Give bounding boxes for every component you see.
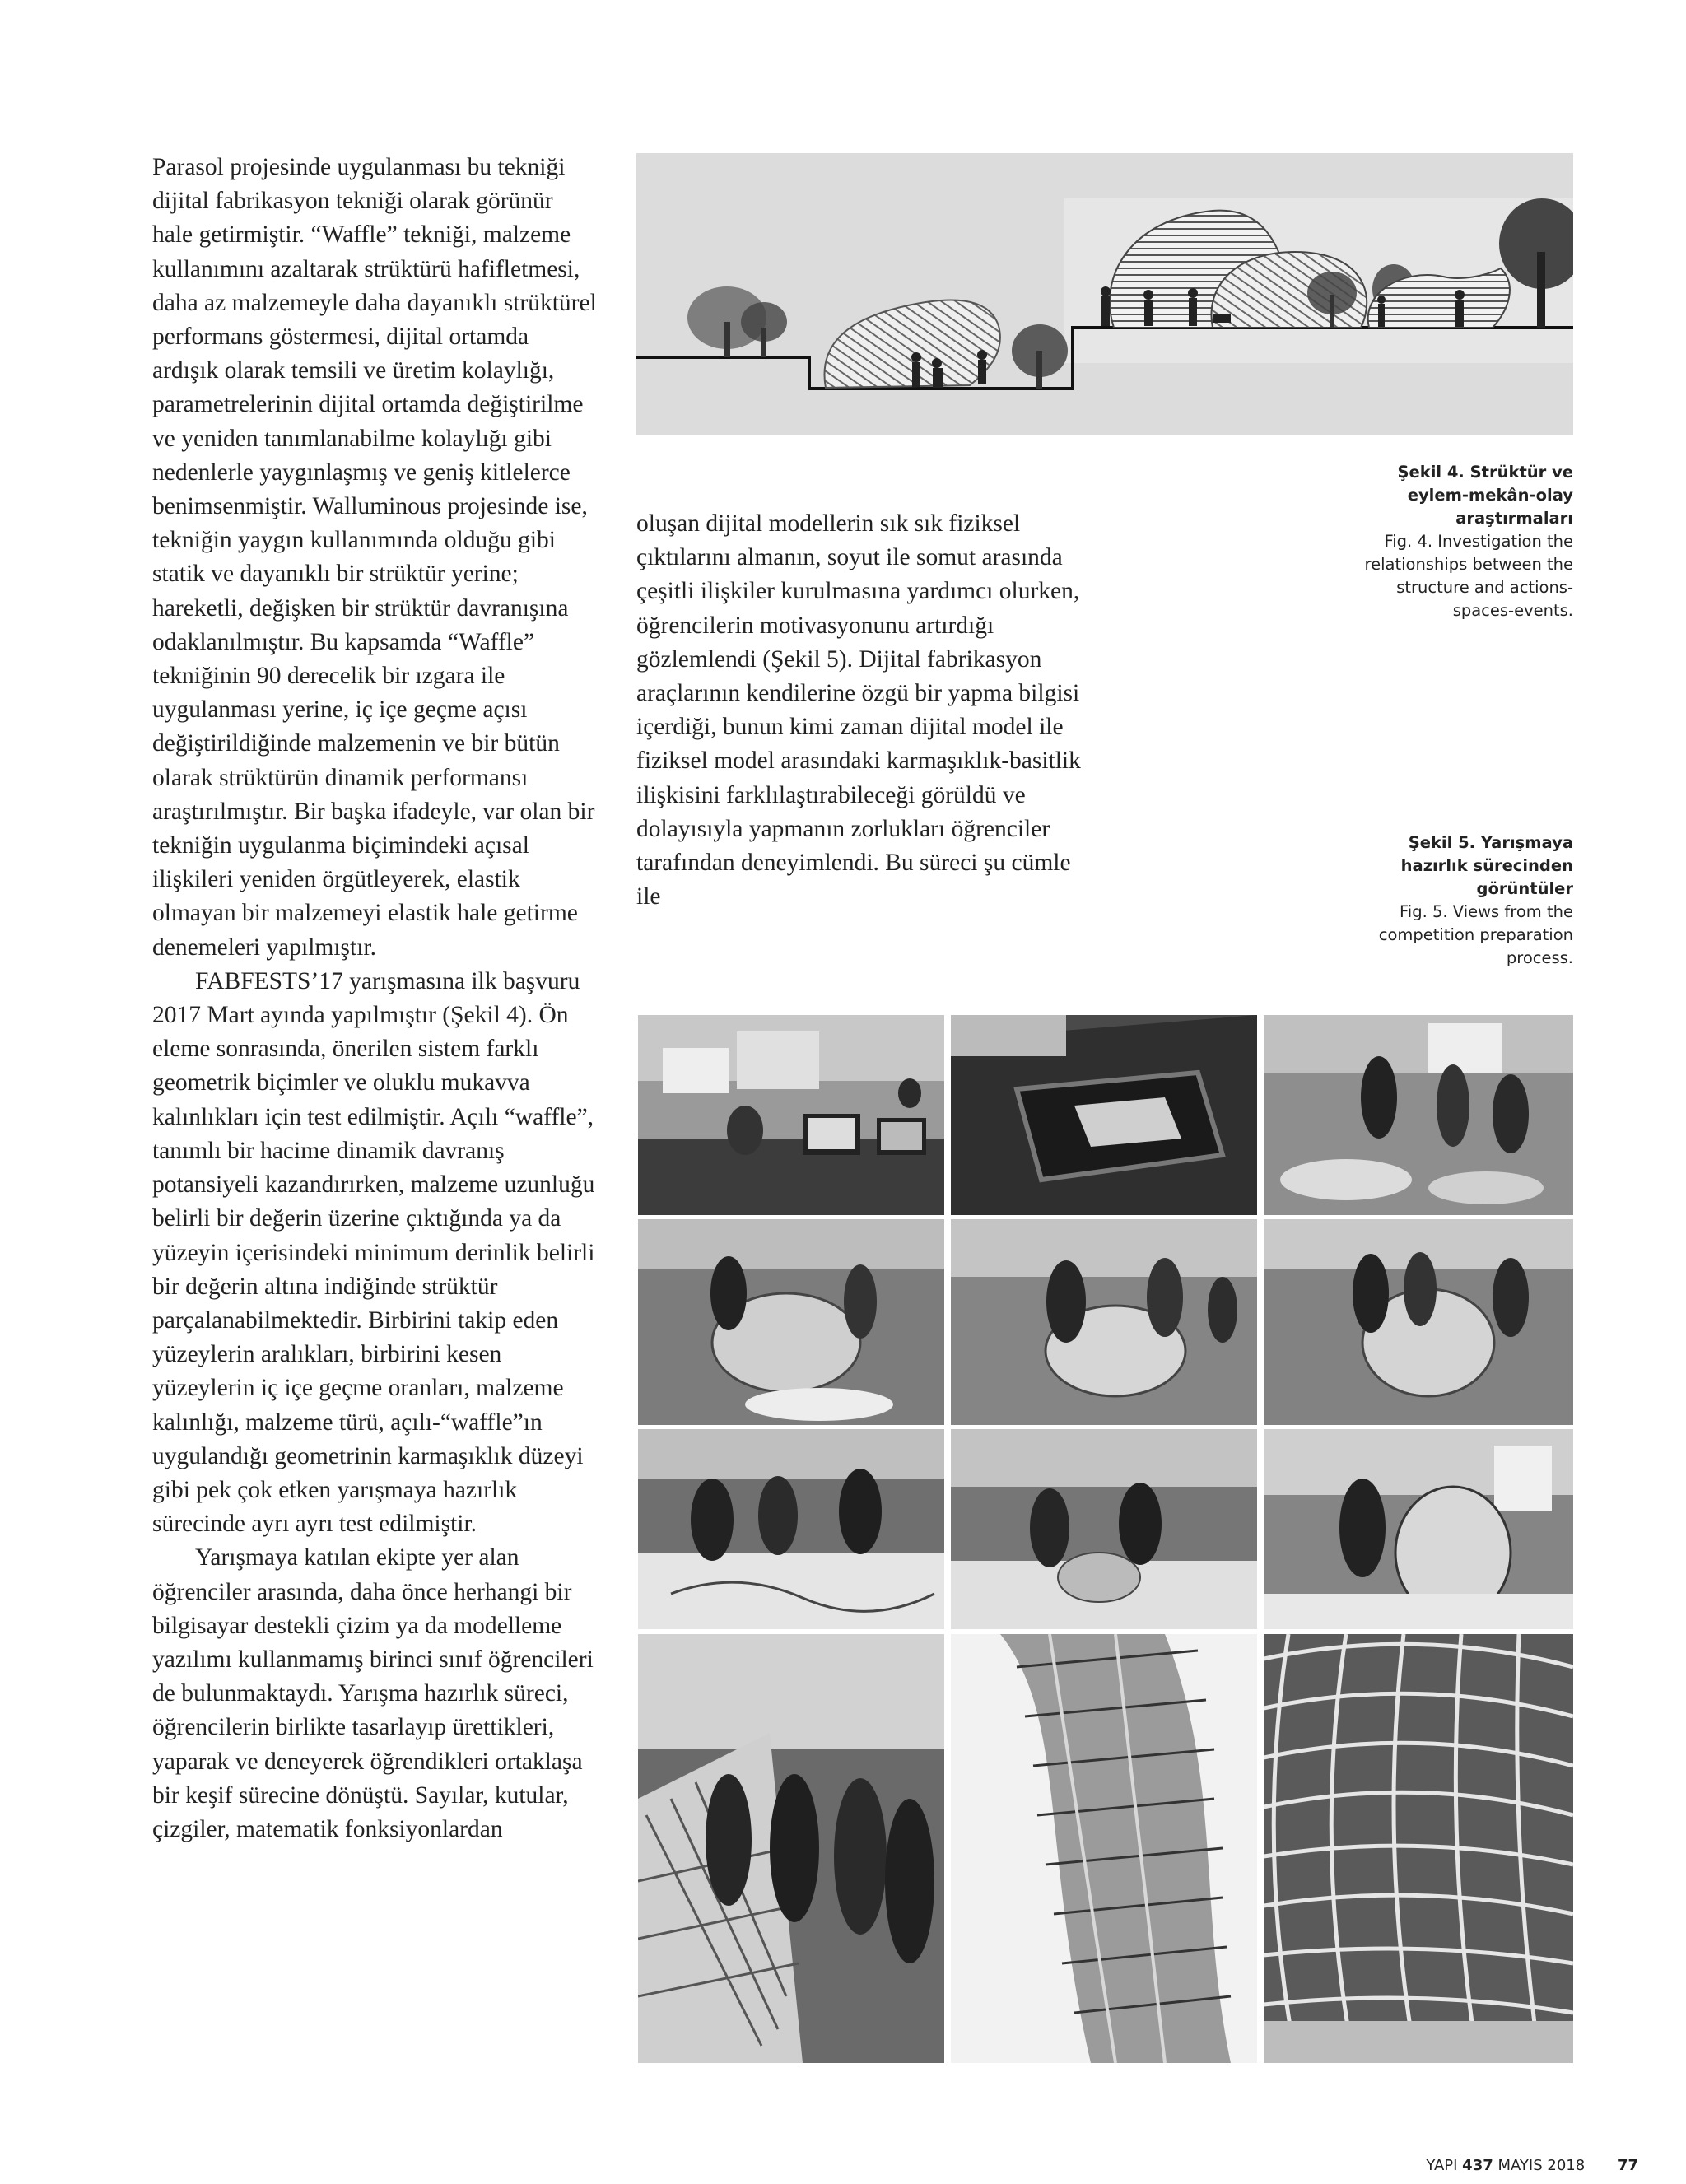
photo-waffle-pattern-detail <box>1264 1634 1573 2063</box>
section-drawing-illustration <box>636 153 1573 435</box>
middle-text-column <box>636 507 1097 914</box>
issue-date: MAYIS 2018 <box>1497 2157 1586 2174</box>
photo-installation-close-up <box>951 1634 1257 2063</box>
body-paragraph: FABFESTS’17 yarışmasına ilk başvuru 2017 Mart ayında yapılmıştır (Şekil 4). Ön eleme sonrasında, önerilen sistem farklı geometrik biçimler ve oluklu mukavva kalınlıkları için test edilmiştir. Açılı “waffle”, tanımlı bir hacime dinamik davranış potansiyeli kazandırırken, malzeme uzunluğu belirli bir değerin üzerine çıktığında ya da yüzeyin içerisindeki minimum derinlik belirli bir değerin altına indiğinde strüktür parçalanabilmektedir. Birbirini takip eden yüzeylerin aralıkları, birbirini kesen yüzeylerin iç içe geçme oranları, malzeme kalınlığı, malzeme türü, açılı-“waffle”ın uygulandığı geometrinin karmaşıklık düzeyi gibi pek çok etken yarışmaya hazırlık sürecinde ayrı ayrı test edilmiştir. <box>152 967 595 1538</box>
page-number: 77 <box>1617 2157 1638 2174</box>
caption-turkish: Şekil 4. Strüktür ve eylem-mekân-olay araştırmaları <box>1397 463 1573 528</box>
photo-students-with-models <box>1264 1015 1573 1215</box>
photo-students-assembling-1 <box>638 1219 944 1425</box>
photo-team-with-installation <box>638 1634 944 2063</box>
figure-4-section-drawing <box>636 153 1573 435</box>
caption-english: Fig. 5. Views from the competition preparation process. <box>1378 902 1573 967</box>
photo-student-with-structure <box>1264 1429 1573 1629</box>
figure-4-caption <box>1351 461 1573 622</box>
body-paragraph: oluşan dijital modellerin sık sık fiziksel çıktılarını almanın, soyut ile somut arasında çeşitli ilişkiler kurulmasına yardımcı olurken, öğrencilerin motivasyonunu artırdığı gözlemlendi (Şekil 5). Dijital fabrikasyon araçlarının kendilerine özgü bir yapma bilgisi içerdiği, bunun kimi zaman dijital model ile fiziksel model arasındaki karmaşıklık-basitlik ilişkisini farklılaştırabileceği görüldü ve dolayısıyla yapmanın zorlukları öğrenciler tarafından deneyimlendi. Bu süreci şu cümle ile <box>636 510 1081 910</box>
body-paragraph: Parasol projesinde uygulanması bu tekniği dijital fabrikasyon tekniği olarak görünür hale getirmiştir. “Waffle” tekniği, malzeme kullanımını azaltarak strüktürü hafifletmesi, daha az malzemeyle daha dayanıklı strüktürel performans göstermesi, dijital ortamda ardışık olarak temsili ve üretim kolaylığı, parametrelerinin dijital ortamda değiştirilme ve yeniden tanımlanabilme kolaylığı gibi nedenlerle yaygınlaşmış ve geniş kitlelerce benimsenmiştir. Walluminous projesinde ise, tekniğin yaygın kullanımında olduğu gibi statik ve dayanıklı bir strüktür yerine; hareketli, değişken bir strüktür davranışına odaklanılmıştır. Bu kapsamda “Waffle” tekniğinin 90 derecelik bir ızgara ile uygulanması yerine, iç içe geçme açısı değiştirildiğinde malzemenin ve bir bütün olarak strüktürün dinamik performansı araştırılmıştır. Bir başka ifadeyle, var olan bir tekniğin uygulanma biçimindeki açısal ilişkileri yeniden örgütleyerek, elastik olmayan bir malzemeyi elastik hale getirme denemeleri yapılmıştır. <box>152 154 597 961</box>
caption-english: Fig. 4. Investigation the relationships between the structure and actions-spaces-events. <box>1364 532 1573 620</box>
left-text-column <box>152 151 597 1846</box>
body-paragraph: Yarışmaya katılan ekipte yer alan öğrenciler arasında, daha önce herhangi bir bilgisayar destekli çizim ya da modelleme yazılımı kullanmamış birinci sınıf öğrencileri de bulunmaktaydı. Yarışma hazırlık süreci, öğrencilerin birlikte tasarlayıp ürettikleri, yaparak ve deneyerek öğrendikleri ortaklaşa bir keşif sürecine dönüştü. Sayılar, kutular, çizgiler, matematik fonksiyonlardan <box>152 1544 594 1842</box>
figure-5-photo-grid <box>638 1015 1573 2063</box>
photo-group-at-table-1 <box>638 1429 944 1629</box>
photo-laser-cutter <box>951 1015 1257 1215</box>
magazine-name: YAPI <box>1426 2157 1458 2174</box>
issue-number: 437 <box>1462 2157 1493 2174</box>
photo-students-assembling-3 <box>1264 1219 1573 1425</box>
photo-students-assembling-2 <box>951 1219 1257 1425</box>
caption-turkish: Şekil 5. Yarışmaya hazırlık sürecinden görüntüler <box>1400 833 1573 898</box>
figure-5-caption <box>1351 831 1573 970</box>
photo-workshop-room <box>638 1015 944 1215</box>
photo-group-at-table-2 <box>951 1429 1257 1629</box>
page-footer <box>1400 2157 1638 2174</box>
